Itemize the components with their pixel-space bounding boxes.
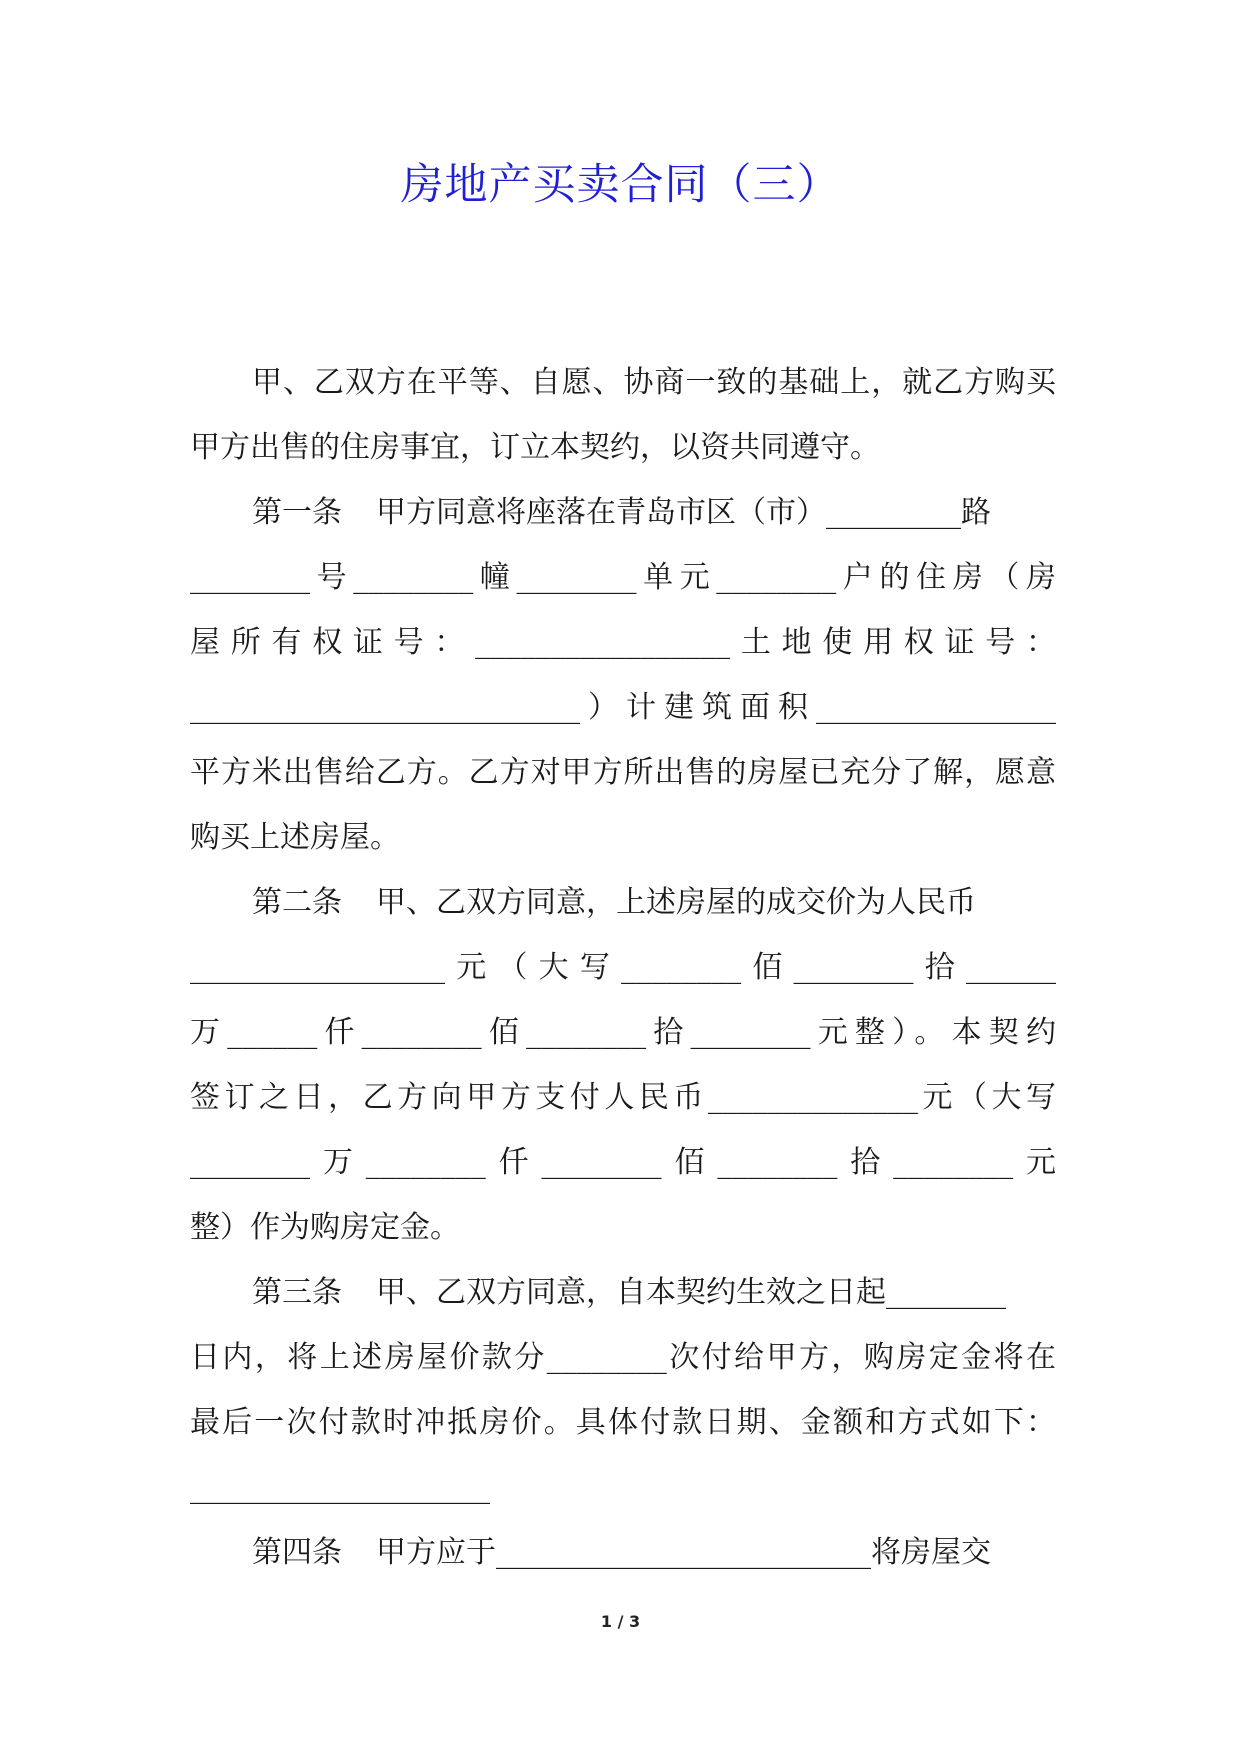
paragraph-line: 购买上述房屋。 (190, 820, 400, 855)
paragraph-line: 万______仟________佰________拾________元整）。本契约 (190, 1015, 1056, 1050)
article-text: 甲、乙双方同意，自本契约生效之日起________ (376, 1275, 1006, 1310)
paragraph-line: 整）作为购房定金。 (190, 1210, 460, 1245)
article-heading: 第三条 (252, 1275, 342, 1310)
article-text: 甲、乙双方同意，上述房屋的成交价为人民币 (376, 885, 976, 920)
article-text: 甲方应于_________________________将房屋交 (376, 1535, 991, 1570)
paragraph-line: 最后一次付款时冲抵房价。具体付款日期、金额和方式如下： (190, 1405, 1056, 1440)
paragraph-line: 签订之日，乙方向甲方支付人民币______________元（大写 (190, 1080, 1056, 1115)
article-1-line (190, 480, 1056, 545)
paragraph-line: 平方米出售给乙方。乙方对甲方所出售的房屋已充分了解，愿意 (190, 755, 1056, 790)
paragraph-line: ________号________幢________单元________户的住房（房 (190, 560, 1056, 595)
page-number: 1 / 3 (600, 1612, 641, 1631)
article-heading: 第四条 (252, 1535, 342, 1570)
article-4-line (190, 1520, 1056, 1585)
document-title: 房地产买卖合同（三） (400, 160, 841, 210)
paragraph-line: _________________元（大写________佰________拾______ (190, 950, 1056, 985)
paragraph-line: 甲、乙双方在平等、自愿、协商一致的基础上，就乙方购买 (252, 365, 1056, 400)
article-heading: 第一条 (252, 495, 342, 530)
paragraph-line: 日内，将上述房屋价款分________次付给甲方，购房定金将在 (190, 1340, 1056, 1375)
article-2-line (190, 870, 1056, 935)
paragraph-line: ________万________仟________佰________拾________元 (190, 1145, 1056, 1180)
article-heading: 第二条 (252, 885, 342, 920)
article-text: 甲方同意将座落在青岛市区（市）_________路 (376, 495, 991, 530)
paragraph-line: 屋所有权证号：_________________土地使用权证号： (190, 625, 1056, 660)
blank-line: ____________________ (190, 1470, 490, 1505)
document-body (190, 350, 1056, 1585)
article-3-line (190, 1260, 1056, 1325)
paragraph-line: 甲方出售的住房事宜，订立本契约，以资共同遵守。 (190, 430, 880, 465)
paragraph-line: __________________________）计建筑面积________________ (190, 690, 1056, 725)
